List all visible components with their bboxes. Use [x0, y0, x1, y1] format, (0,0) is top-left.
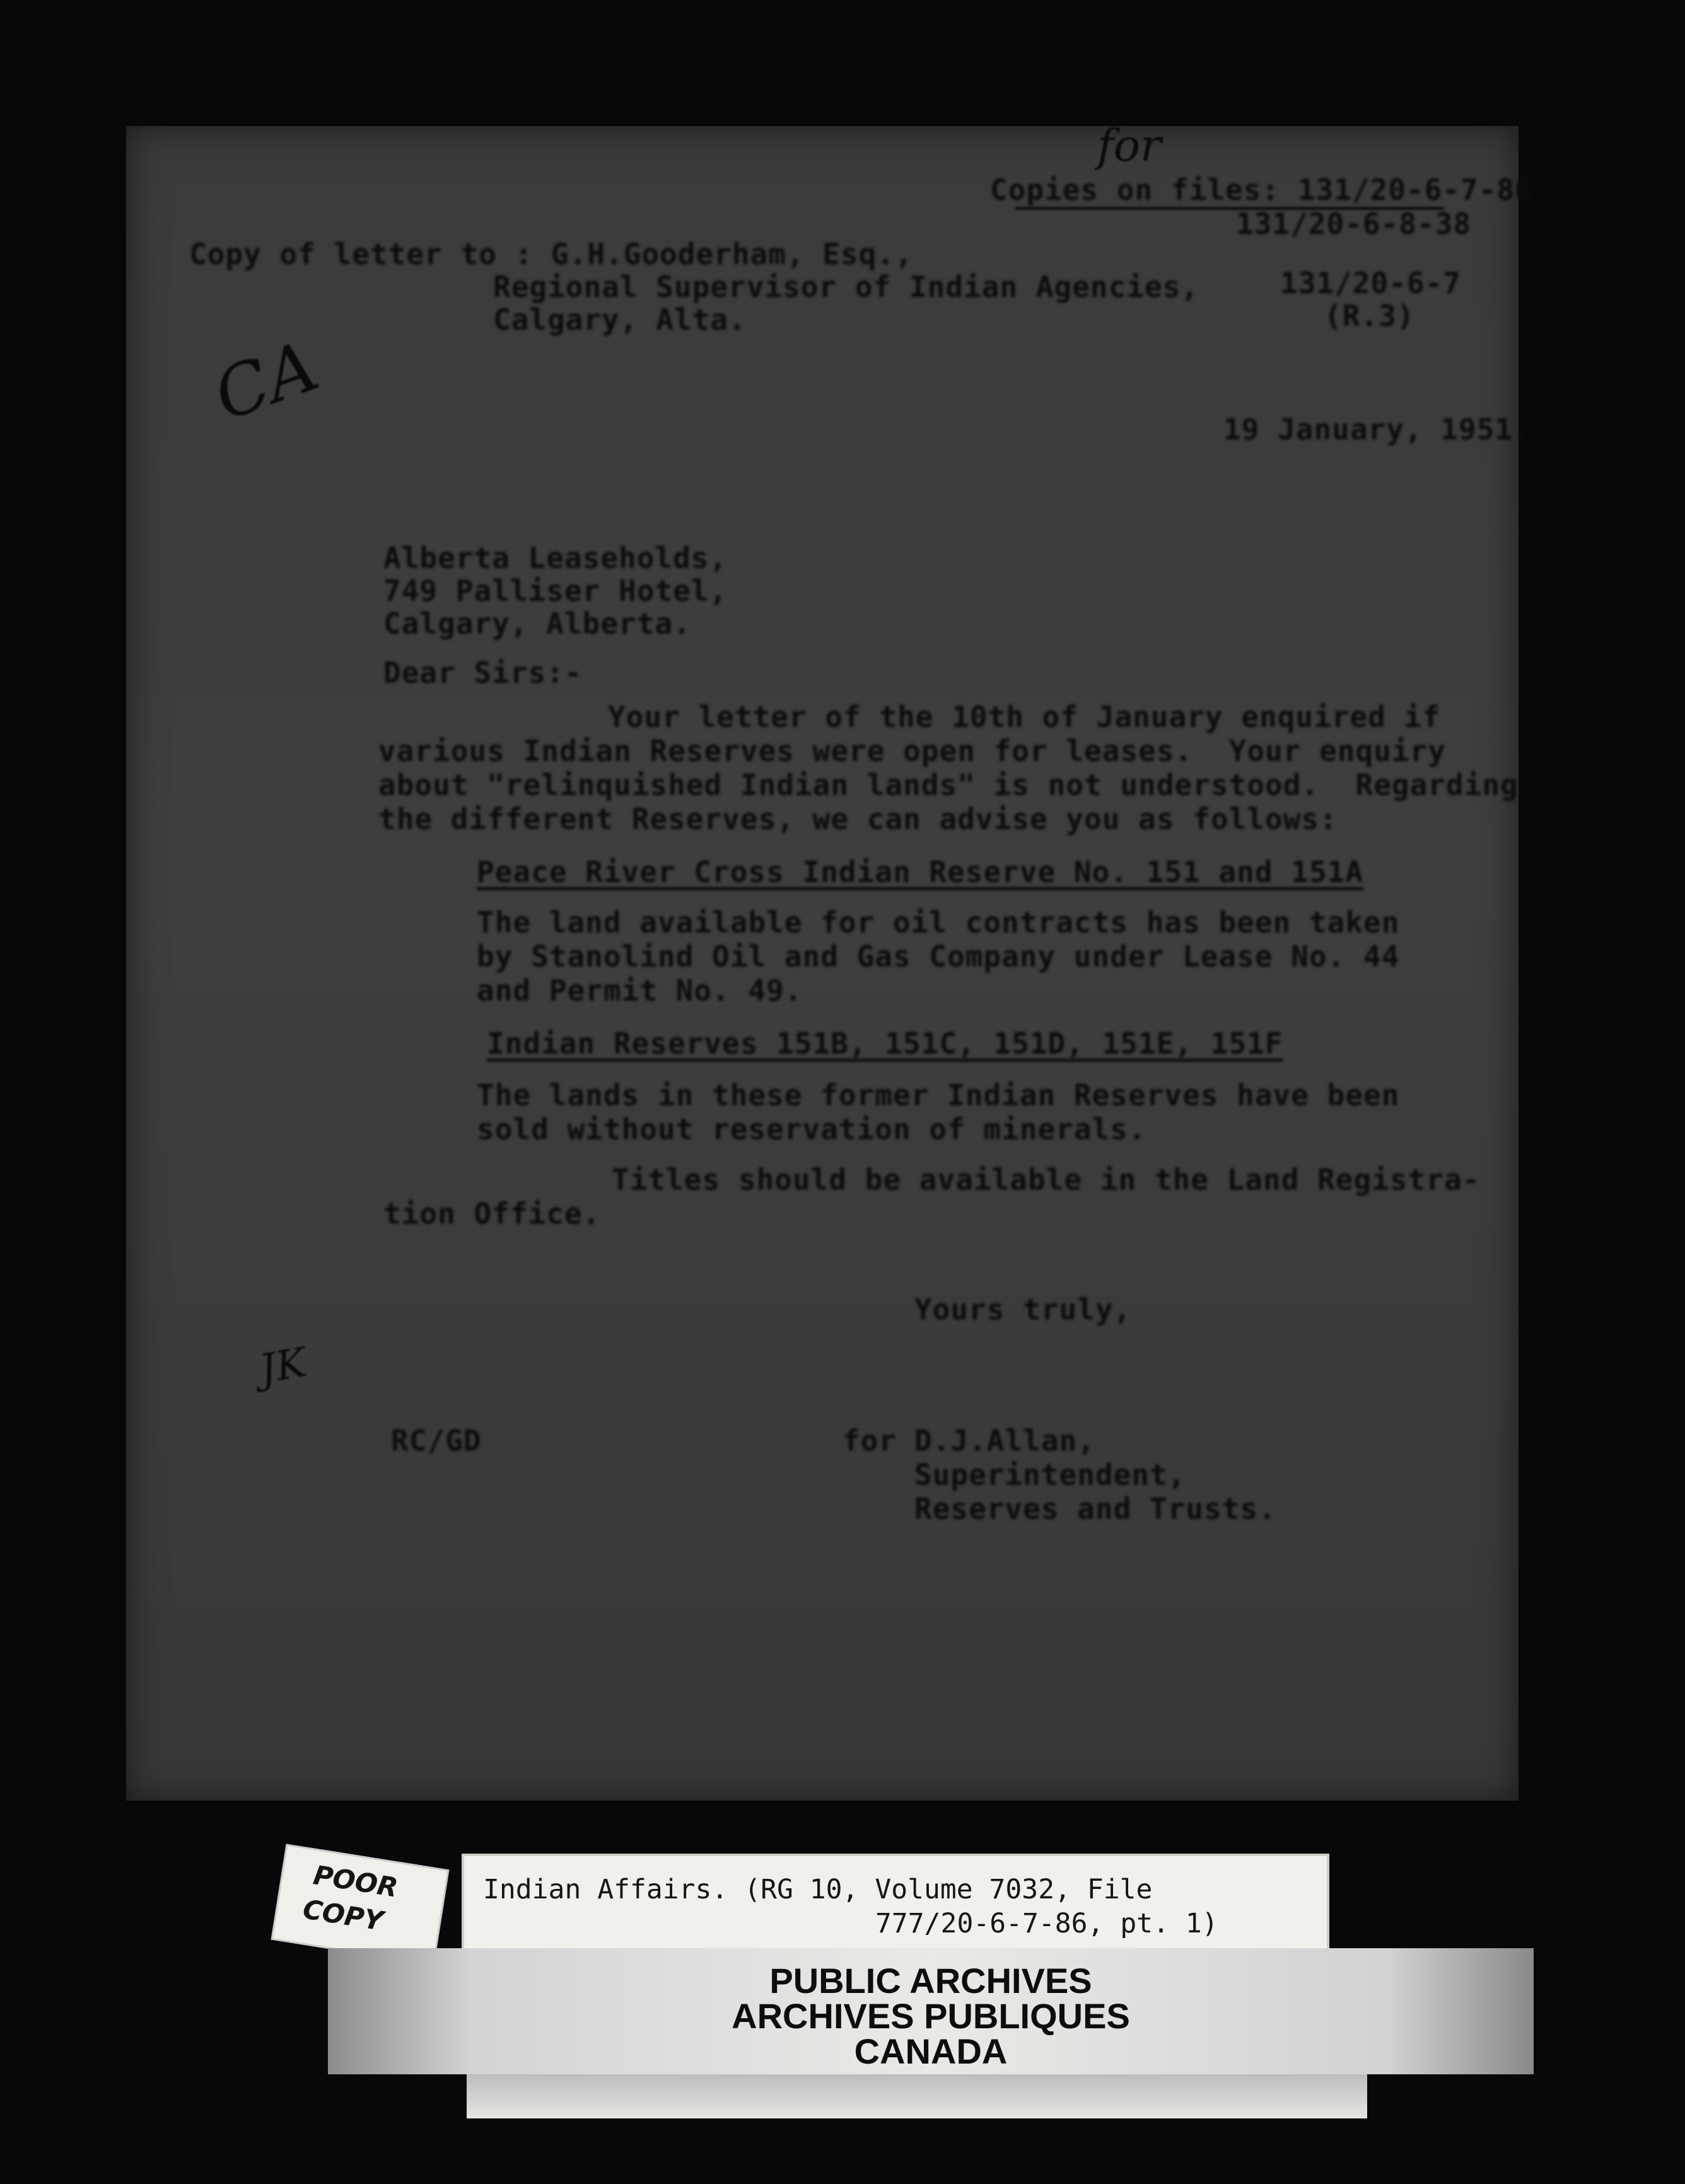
body-paragraph-1-line-2: various Indian Reserves were open for leases. Your enquiry — [378, 734, 1446, 768]
copies-on-files: Copies on files: 131/20-6-7-86 — [990, 173, 1533, 207]
addressee-line-3: Calgary, Alberta. — [383, 607, 691, 641]
body-paragraph-2-line-3: and Permit No. 49. — [477, 973, 803, 1008]
archive-reference-line-2: 777/20-6-7-86, pt. 1) — [875, 1908, 1218, 1939]
signature-name: D.J.Allan, — [914, 1424, 1095, 1458]
body-paragraph-1-line-1: Your letter of the 10th of January enquired if — [608, 700, 1440, 734]
body-paragraph-1-line-4: the different Reserves, we can advise you as follows: — [378, 802, 1338, 836]
handwritten-for-note: for — [1097, 120, 1162, 171]
body-paragraph-3-line-2: sold without reservation of minerals. — [477, 1112, 1146, 1146]
file-reference-2: (R.3) — [1324, 299, 1415, 333]
addressee-line-2: 749 Palliser Hotel, — [383, 574, 728, 608]
copies-on-files-line2: 131/20-6-8-38 — [1236, 207, 1472, 241]
copy-to-line-2: Regional Supervisor of Indian Agencies, — [493, 270, 1199, 304]
handwritten-initials-2: JK — [256, 1339, 310, 1393]
signature-department: Reserves and Trusts. — [914, 1492, 1276, 1526]
poor-copy-tag — [271, 1844, 450, 1965]
body-paragraph-3-line-1: The lands in these former Indian Reserves have been — [477, 1078, 1400, 1112]
copy-to-line-1: Copy of letter to : G.H.Gooderham, Esq., — [189, 237, 913, 271]
section-heading-1: Peace River Cross Indian Reserve No. 151 and 151A — [477, 855, 1364, 889]
letter-date: 19 January, 1951. — [1223, 412, 1531, 446]
archive-reference-card — [462, 1854, 1329, 1961]
document-page — [126, 120, 1533, 1801]
body-paragraph-1-line-3: about "relinquished Indian lands" is not understood. Regarding — [378, 768, 1519, 802]
body-paragraph-4-line-1: Titles should be available in the Land Registra- — [612, 1163, 1481, 1197]
bottom-film-strip — [467, 2074, 1367, 2118]
stamp-line-1: PUBLIC ARCHIVES — [769, 1961, 1092, 2001]
body-paragraph-2-line-1: The land available for oil contracts has been taken — [477, 905, 1400, 939]
section-heading-2: Indian Reserves 151B, 151C, 151D, 151E, 151F — [487, 1026, 1283, 1060]
body-paragraph-4-line-2: tion Office. — [383, 1197, 601, 1231]
poor-copy-line-2: COPY — [301, 1893, 385, 1937]
addressee-line-1: Alberta Leaseholds, — [383, 541, 728, 575]
file-reference-1: 131/20-6-7 — [1280, 266, 1461, 300]
body-paragraph-2-line-2: by Stanolind Oil and Gas Company under Lease No. 44 — [477, 939, 1400, 973]
typist-reference: RC/GD — [391, 1424, 482, 1458]
public-archives-stamp — [328, 1948, 1534, 2074]
handwritten-initials: CA — [204, 325, 329, 437]
closing-yours-truly: Yours truly, — [914, 1292, 1132, 1327]
archive-reference-line-1: Indian Affairs. (RG 10, Volume 7032, File — [483, 1874, 1153, 1905]
signature-for-label: for — [843, 1424, 897, 1458]
poor-copy-line-1: POOR — [311, 1859, 400, 1903]
stamp-line-2: ARCHIVES PUBLIQUES — [732, 1996, 1130, 2036]
signature-title: Superintendent, — [914, 1458, 1186, 1492]
salutation: Dear Sirs:- — [383, 656, 583, 690]
stamp-line-3: CANADA — [854, 2031, 1008, 2071]
copy-to-line-3: Calgary, Alta. — [493, 303, 747, 337]
